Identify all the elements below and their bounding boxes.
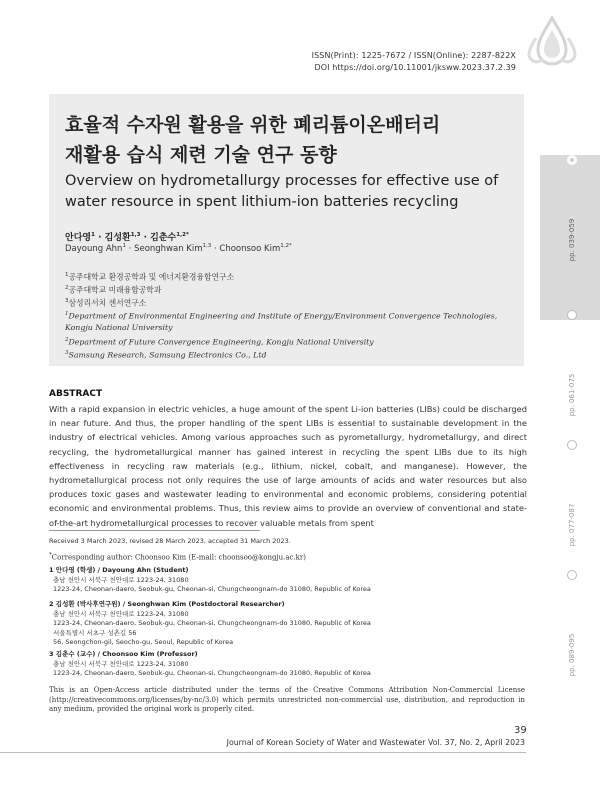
- author-note-3: 3 김춘수 (교수) / Choonsoo Kim (Professor) 충남 천안시 서북구 천안대로 1223-24, 31080 1223-24, Cheonan-daero, Seobuk-gu, Cheonan-si, Chungcheongnam-do 31080, Republic of Korea: [49, 650, 371, 678]
- corresponding-author: *Corresponding author: Choonsoo Kim (E-mail: choonsoo@kongju.ac.kr): [49, 552, 306, 562]
- korean-title: [65, 110, 515, 170]
- affiliation-en-3: $^3$Samsung Research, Samsung Electronics Co., Ltd: [65, 350, 267, 360]
- authors-korean: 안다영$^1$ · 김성환$^{1,3}$ · 김춘수$^{1,2*}$: [65, 232, 189, 243]
- side-tab-pp-039-059[interactable]: pp. 039-059: [540, 155, 600, 320]
- author-en-3: Choonsoo Kim: [219, 243, 281, 254]
- journal-citation: Journal of Korean Society of Water and Wastewater Vol. 37, No. 2, April 2023: [226, 738, 525, 747]
- affiliation-ko-3: $^3$삼성리서치 센서연구소: [65, 298, 147, 308]
- tab-dot-icon: [567, 310, 577, 320]
- side-tab-pp-061-075[interactable]: pp. 061-075: [540, 310, 600, 475]
- received-dates: Received 3 March 2023, revised 28 March 2023, accepted 31 March 2023.: [49, 537, 291, 545]
- author-ko-2: 김성환: [104, 233, 131, 243]
- affiliation-en-2: $^2$Department of Future Convergence Engineering, Kongju National University: [65, 337, 374, 347]
- tab-dot-icon: [567, 570, 577, 580]
- author-note-2: 2 김성환 (박사후연구원) / Seonghwan Kim (Postdoctoral Researcher) 충남 천안시 서북구 천안대로 1223-24, 31080 1223-24, Cheonan-daero, Seobuk-gu, Cheonan-si, Chungcheongnam-do 31080, Republic of Korea 서울특별시 서초구 성촌길 56 56, Seongchon-gil, Seocho-gu, Seoul, Republic of Korea: [49, 600, 371, 647]
- affiliation-en-1: $^1$Department of Environmental Engineering and Institute of Energy/Environment Convergence Technologies, Kongju National University: [65, 311, 498, 332]
- water-drop-logo-icon: [522, 14, 582, 74]
- license-text: This is an Open-Access article distributed under the terms of the Creative Commons Attribution Non-Commercial License (http://creativecommons.org/licenses/by-nc/3.0) which permits unrestricted non-commercial use, distribution, and reproduction in any medium, provided the original work is properly cited.: [49, 686, 525, 714]
- author-ko-1: 안다영: [65, 233, 92, 243]
- issn-doi-block: [300, 50, 516, 74]
- side-tab-pp-089-095[interactable]: pp. 089-095: [540, 570, 600, 735]
- side-tab-pp-077-087[interactable]: pp. 077-087: [540, 440, 600, 605]
- issn-line: ISSN(Print): 1225-7672 / ISSN(Online): 2287-822X: [311, 51, 516, 60]
- authors-english: Dayoung Ahn$^1$ · Seonghwan Kim$^{1,3}$ · Choonsoo Kim$^{1,2*}$: [65, 243, 292, 254]
- tab-dot-icon: [567, 155, 577, 165]
- english-title: Overview on hydrometallurgy processes for effective use of water resource in spent lithium-ion batteries recycling: [65, 173, 499, 210]
- author-note-1: 1 안다영 (학생) / Dayoung Ahn (Student) 충남 천안시 서북구 천안대로 1223-24, 31080 1223-24, Cheonan-daero, Seobuk-gu, Cheonan-si, Chungcheongnam-do 31080, Republic of Korea: [49, 566, 371, 594]
- doi-line: DOI https://doi.org/10.11001/jksww.2023.37.2.39: [314, 63, 516, 72]
- author-en-2: Seonghwan Kim: [134, 243, 203, 254]
- author-ko-3: 김춘수: [150, 233, 177, 243]
- footer-rule: [0, 752, 526, 753]
- tab-dot-icon: [567, 440, 577, 450]
- footnote-divider: [49, 530, 260, 531]
- page-number: 39: [514, 725, 527, 736]
- korean-title-line-1: 효율적 수자원 활용을 위한 폐리튬이온배터리: [65, 114, 441, 136]
- korean-title-line-2: 재활용 습식 제련 기술 연구 동향: [65, 144, 337, 166]
- affiliation-ko-1: $^1$공주대학교 환경공학과 및 에너지환경융합연구소: [65, 272, 235, 282]
- abstract-heading: ABSTRACT: [49, 389, 103, 399]
- author-en-1: Dayoung Ahn: [65, 243, 123, 254]
- abstract-text: With a rapid expansion in electric vehicles, a huge amount of the spent Li-ion batteries (LIBs) could be discharged in near future. And thus, the proper handling of the spent LIBs is essential to sustainable development in the industry of electrical vehicles. Among various approaches such as pyrometallurgy, hydrometallurgy, and direct recycling, the hydrometallurgical manner has gained interest in recycling the spent LIBs due to its high effectiveness in recycling raw materials (e.g., lithium, nickel, cobalt, and manganese). However, the hydrometallurgical process not only requires the use of large amounts of acids and water resources but also produces toxic gases and wastewater leading to environmental and economic problems, considering potential economic and environmental problems. Thus, this review aims to provide an overview of conventional and state-of-the-art hydrometallurgical processes to recover valuable metals from spent: [49, 404, 527, 528]
- affiliation-ko-2: $^2$공주대학교 미래융합공학과: [65, 285, 162, 295]
